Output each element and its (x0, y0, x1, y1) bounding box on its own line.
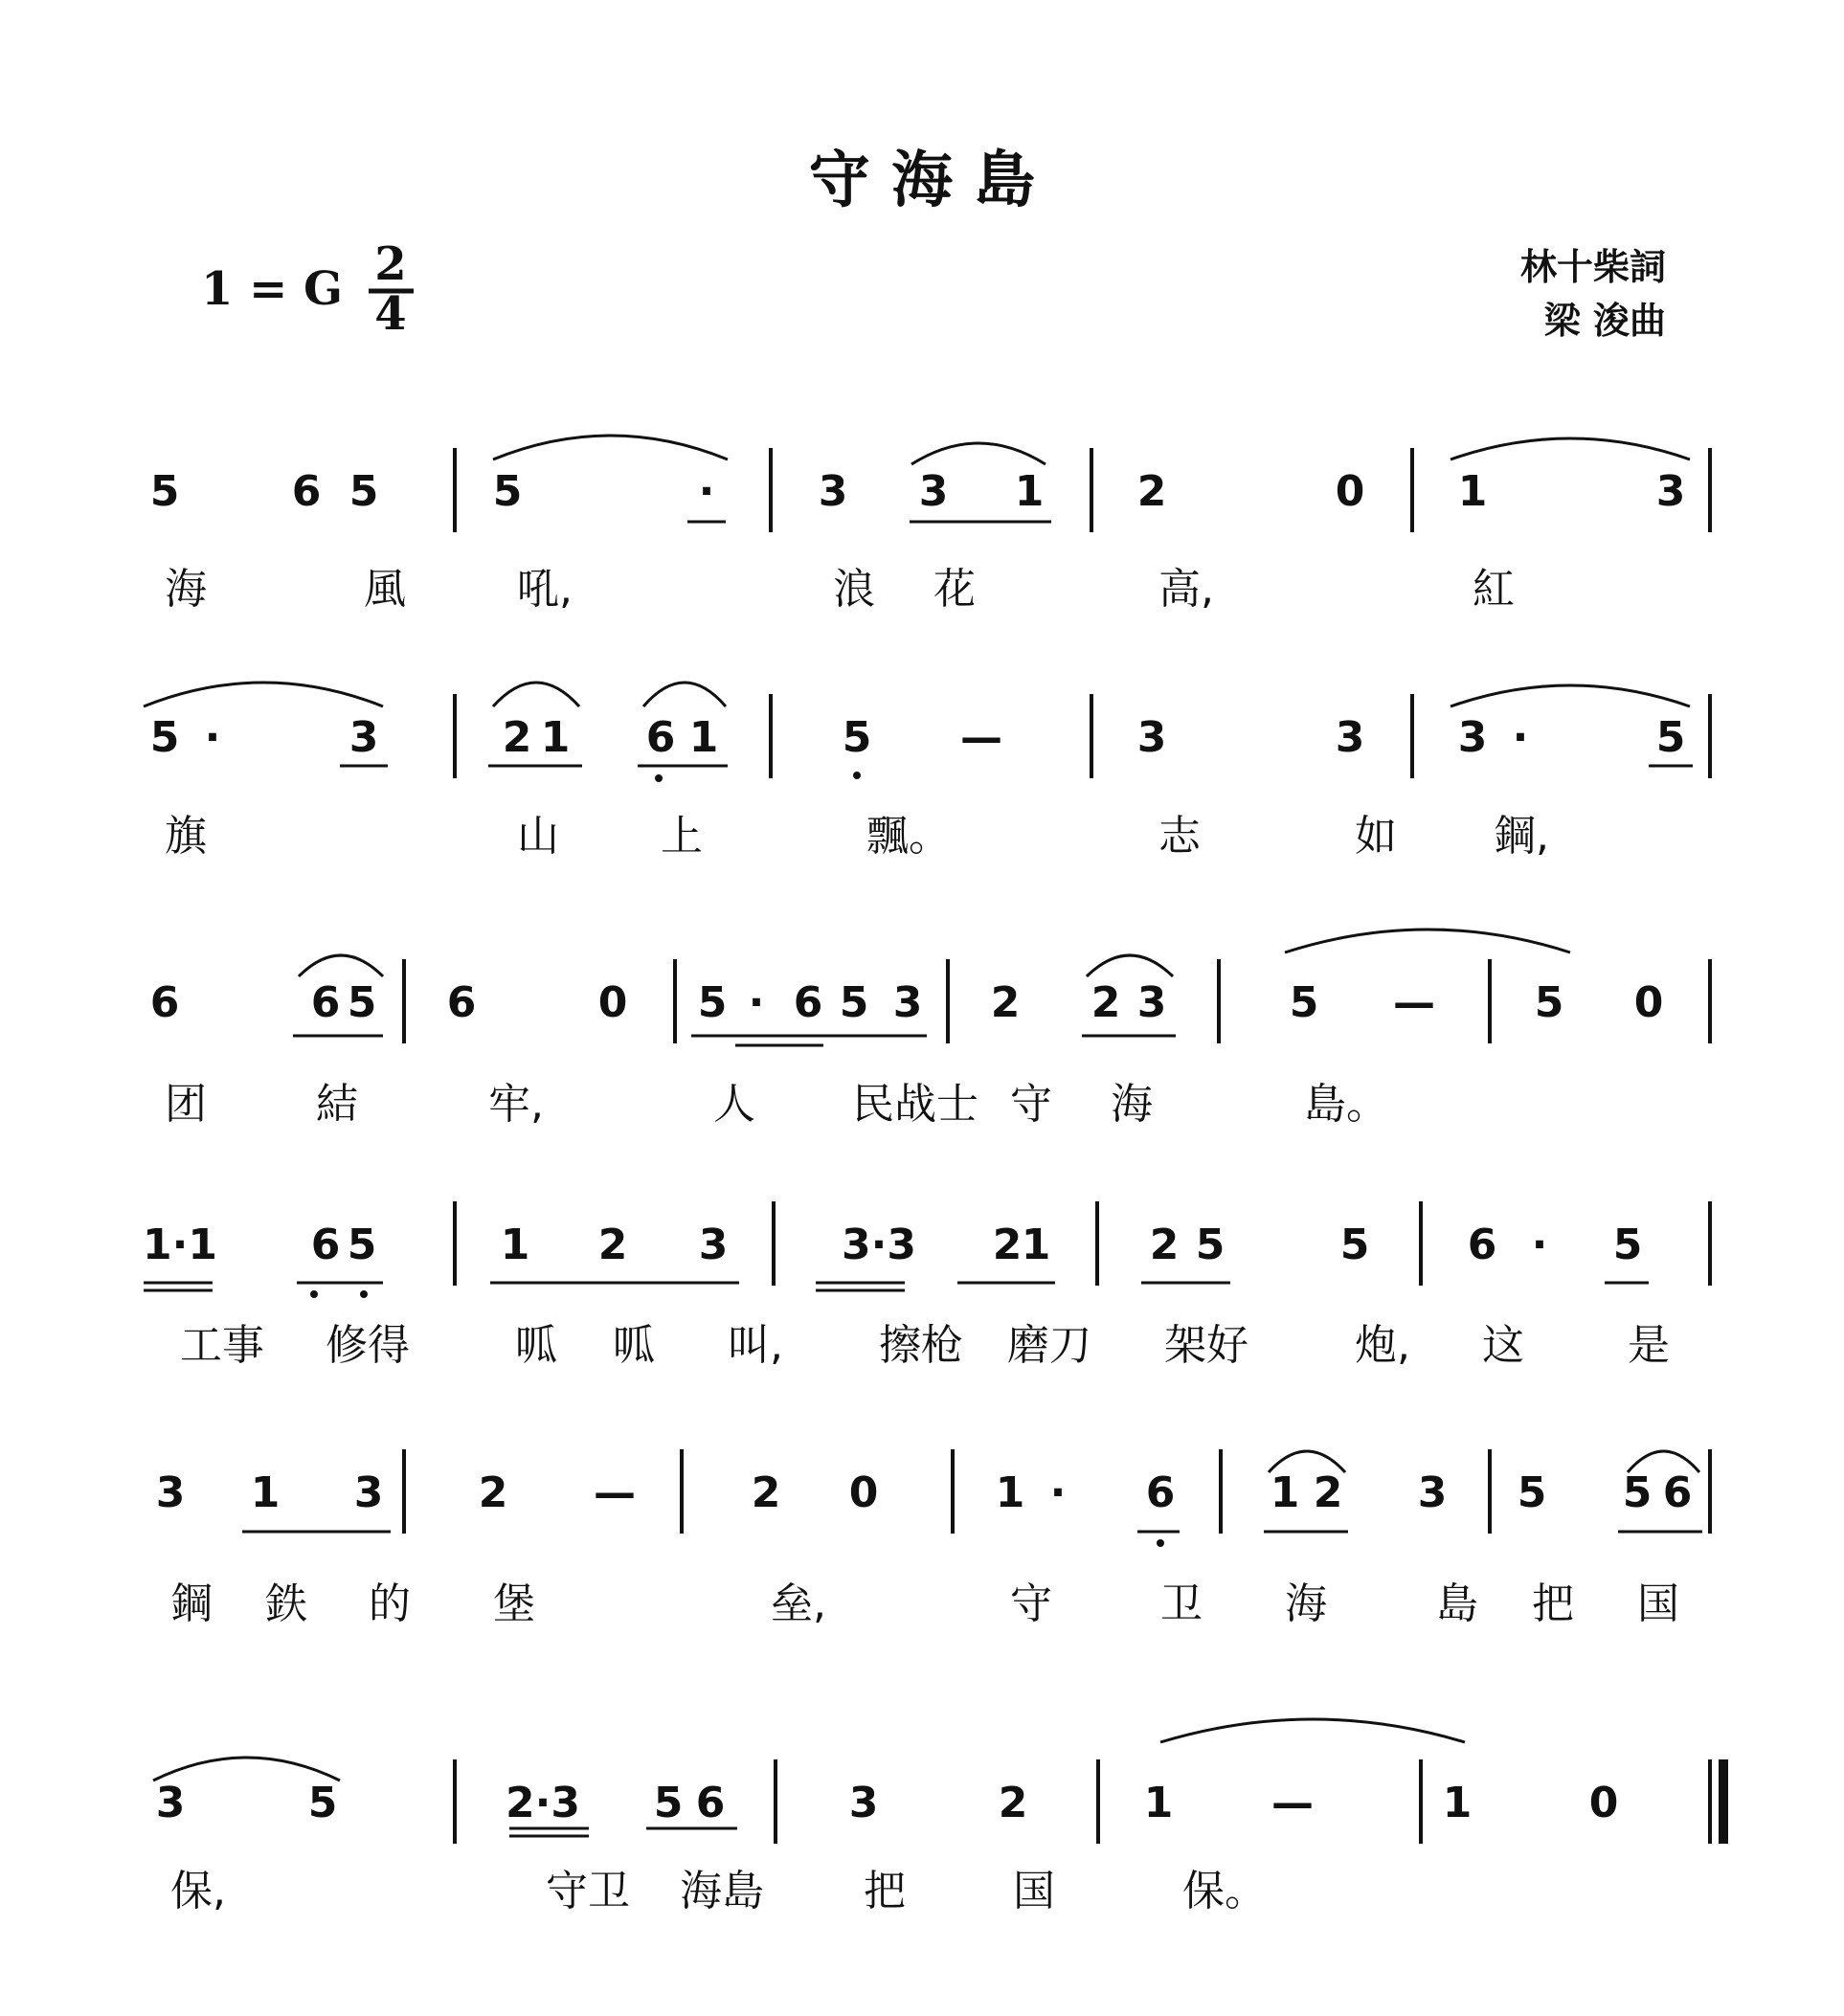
note: 6 (291, 467, 322, 516)
note: 3 (349, 713, 379, 762)
measure (996, 1468, 1176, 1517)
note: 0 (1335, 467, 1365, 516)
note: 3 (1655, 467, 1686, 516)
lyric: 呱 (613, 1321, 655, 1370)
dot-mark: · (748, 978, 765, 1027)
lyric: 保。 (1182, 1867, 1267, 1915)
lyric: 卫 (1160, 1579, 1203, 1628)
note: 1 (540, 713, 571, 762)
note: 6 (149, 978, 180, 1027)
note: 5 (492, 467, 523, 516)
dot-mark: · (1531, 1221, 1548, 1269)
lyric: 国 (1637, 1579, 1679, 1628)
song-title: 守 海 島 (808, 145, 1036, 216)
note: 3 (1457, 713, 1488, 762)
slur (493, 683, 579, 706)
system-4 (143, 1201, 1710, 1370)
slur (1285, 930, 1570, 952)
time-signature (369, 237, 414, 341)
note: 5 (839, 978, 869, 1027)
lyric: 結 (316, 1080, 358, 1129)
lyric: 志 (1158, 812, 1201, 861)
measure (842, 1221, 1050, 1269)
system-5 (156, 1449, 1710, 1628)
measure (1443, 1779, 1619, 1827)
note: 2 (1313, 1468, 1343, 1517)
note: 3 (155, 1468, 186, 1517)
measure (1150, 1221, 1370, 1269)
measure (1518, 1468, 1693, 1517)
slur (299, 955, 383, 976)
note: 3·3 (842, 1221, 916, 1269)
note: 3 (848, 1779, 879, 1827)
note: 1 (1143, 1779, 1174, 1827)
slur (144, 683, 383, 706)
measure (1290, 978, 1435, 1027)
octave-dot (1157, 1539, 1164, 1547)
measure (843, 713, 1002, 762)
note: 1 (995, 1468, 1025, 1517)
dot-mark: · (1049, 1468, 1067, 1517)
measure (156, 1468, 384, 1517)
measure (991, 978, 1167, 1027)
measure (1271, 1468, 1448, 1517)
lyric: 山 (517, 812, 559, 861)
dot-mark: · (204, 713, 221, 762)
measure (479, 1468, 636, 1517)
note: 3 (1335, 713, 1365, 762)
slur (911, 443, 1046, 464)
note: 6 (1145, 1468, 1176, 1517)
measure (1468, 1221, 1643, 1269)
lyric: 的 (369, 1579, 411, 1628)
measure (698, 978, 923, 1027)
note: 2 (1149, 1221, 1180, 1269)
lyric: 鋼, (1494, 812, 1549, 861)
lyric: 海 (165, 565, 207, 614)
lyric: 守 (1010, 1579, 1052, 1628)
note: 5 (1655, 713, 1686, 762)
lyric: 海島 (680, 1867, 764, 1915)
note: 5 (1612, 1221, 1643, 1269)
lyric: 旗 (165, 812, 207, 861)
note: 3 (918, 467, 949, 516)
note: 2 (1091, 978, 1121, 1027)
note: 6 (695, 1779, 726, 1827)
lyric: 工事 (180, 1321, 264, 1370)
note: 2·3 (506, 1779, 580, 1827)
key-signature: 1 = G (201, 262, 344, 316)
measure (1144, 1779, 1314, 1827)
note: 5 (842, 713, 872, 762)
measure (1535, 978, 1664, 1027)
measure (150, 713, 379, 762)
note: 0 (597, 978, 628, 1027)
note: 6 (645, 713, 676, 762)
note: 6 (310, 978, 341, 1027)
note: 0 (1588, 1779, 1619, 1827)
lyric: 吼, (517, 565, 573, 614)
note: 3 (353, 1468, 384, 1517)
note: 6 (310, 1221, 341, 1269)
octave-dot (360, 1290, 368, 1298)
note: 1 (1014, 467, 1045, 516)
lyric: 架好 (1164, 1321, 1248, 1370)
lyric: 海 (1111, 1080, 1153, 1129)
slur (643, 683, 726, 706)
lyricist-credit: 林十柴詞 (1519, 246, 1666, 288)
note: 3 (1417, 1468, 1448, 1517)
note: 2 (998, 1779, 1028, 1827)
lyric: 把 (864, 1867, 906, 1915)
note: 3 (155, 1779, 186, 1827)
measure (503, 713, 719, 762)
measure (1458, 713, 1686, 762)
note: 6 (793, 978, 823, 1027)
measure (752, 1468, 879, 1517)
note: 3 (892, 978, 923, 1027)
lyric: 海 (1285, 1579, 1327, 1628)
note: 5 (1622, 1468, 1653, 1517)
note: 5 (1517, 1468, 1547, 1517)
note: 1 (688, 713, 719, 762)
lyric: 擦枪 (879, 1321, 963, 1370)
note: 1 (1442, 1779, 1473, 1827)
note: 2 (597, 1221, 628, 1269)
lyric: 炮, (1355, 1321, 1410, 1370)
sustain-dash: — (1393, 978, 1435, 1027)
note: 2 (751, 1468, 781, 1517)
lyric: 高, (1158, 565, 1214, 614)
lyric: 修得 (326, 1321, 410, 1370)
system-3 (150, 959, 1710, 1129)
note: 5 (1339, 1221, 1370, 1269)
lyric: 呱 (515, 1321, 557, 1370)
lyric: 飄。 (866, 812, 951, 861)
lyric: 鋼 (170, 1579, 213, 1628)
measure (143, 1221, 376, 1269)
note: 5 (1534, 978, 1564, 1027)
slur (493, 436, 728, 459)
sustain-dash: — (594, 1468, 636, 1517)
note: 1 (1270, 1468, 1300, 1517)
lyric: 守 (1010, 1080, 1052, 1129)
note: 0 (848, 1468, 879, 1517)
time-signature-top: 2 (374, 237, 407, 291)
lyric: 磨刀 (1007, 1321, 1091, 1370)
lyric: 紅 (1473, 565, 1515, 614)
lyric: 守卫 (546, 1867, 630, 1915)
slur (153, 1758, 340, 1781)
note: 2 (1136, 467, 1167, 516)
measure (150, 978, 377, 1027)
slur (1450, 685, 1690, 706)
note: 5 (307, 1779, 338, 1827)
measure (1137, 467, 1365, 516)
score-systems (143, 436, 1723, 1915)
measure (447, 978, 628, 1027)
note: 1 (1021, 1221, 1051, 1269)
note: 3 (1136, 978, 1167, 1027)
lyric: 国 (1013, 1867, 1055, 1915)
note: 6 (1662, 1468, 1693, 1517)
note: 5 (697, 978, 728, 1027)
note: 1·1 (143, 1221, 217, 1269)
lyric: 保, (170, 1867, 226, 1915)
slur (1160, 1719, 1465, 1742)
lyric: 垒, (771, 1579, 826, 1628)
measure (150, 467, 379, 516)
lyric: 島。 (1304, 1080, 1388, 1129)
measure (849, 1779, 1028, 1827)
time-signature-bottom: 4 (374, 287, 407, 341)
note: 2 (992, 1221, 1023, 1269)
lyric: 民战士 (852, 1080, 978, 1129)
lyric: 人 (713, 1080, 755, 1129)
lyric: 堡 (493, 1579, 535, 1628)
measure (156, 1779, 338, 1827)
slur (1087, 955, 1173, 976)
system-2 (150, 694, 1710, 861)
lyric: 島 (1436, 1579, 1478, 1628)
lyric: 如 (1355, 812, 1397, 861)
measure (501, 1221, 729, 1269)
note: 2 (502, 713, 532, 762)
system-6 (156, 1759, 1723, 1915)
lyric: 团 (165, 1080, 207, 1129)
note: 6 (446, 978, 477, 1027)
measure (1458, 467, 1686, 516)
lyric: 把 (1532, 1579, 1574, 1628)
lyric: 牢, (488, 1080, 544, 1129)
lyric: 風 (364, 565, 406, 614)
dot-mark: · (698, 467, 715, 516)
note: 5 (347, 978, 377, 1027)
measure (506, 1779, 725, 1827)
note: 5 (349, 467, 379, 516)
note: 1 (500, 1221, 530, 1269)
octave-dot (655, 774, 663, 782)
note: 2 (478, 1468, 508, 1517)
note: 5 (653, 1779, 684, 1827)
lyric: 是 (1628, 1321, 1670, 1370)
measure (1137, 713, 1365, 762)
composer-credit: 梁 浚曲 (1543, 300, 1666, 342)
lyric: 上 (661, 812, 703, 861)
note: 1 (1457, 467, 1488, 516)
note: 2 (990, 978, 1021, 1027)
dot-mark: · (1512, 713, 1529, 762)
octave-dot (853, 772, 861, 779)
note: 6 (1467, 1221, 1497, 1269)
octave-dot (310, 1290, 318, 1298)
note: 3 (1136, 713, 1167, 762)
note: 3 (698, 1221, 729, 1269)
sustain-dash: — (1271, 1779, 1314, 1827)
note: 5 (1289, 978, 1319, 1027)
note: 3 (818, 467, 848, 516)
system-1 (150, 448, 1710, 614)
measure (819, 467, 1045, 516)
lyric: 鉄 (265, 1579, 307, 1628)
slur (1450, 438, 1690, 459)
lyric: 浪 (833, 565, 875, 614)
note: 1 (250, 1468, 281, 1517)
note: 5 (347, 1221, 377, 1269)
lyric: 叫, (728, 1321, 783, 1370)
note: 5 (1195, 1221, 1226, 1269)
lyric: 花 (933, 565, 976, 614)
note: 0 (1633, 978, 1664, 1027)
note: 5 (149, 467, 180, 516)
sustain-dash: — (960, 713, 1002, 762)
note: 5 (149, 713, 180, 762)
lyric: 这 (1482, 1321, 1524, 1370)
